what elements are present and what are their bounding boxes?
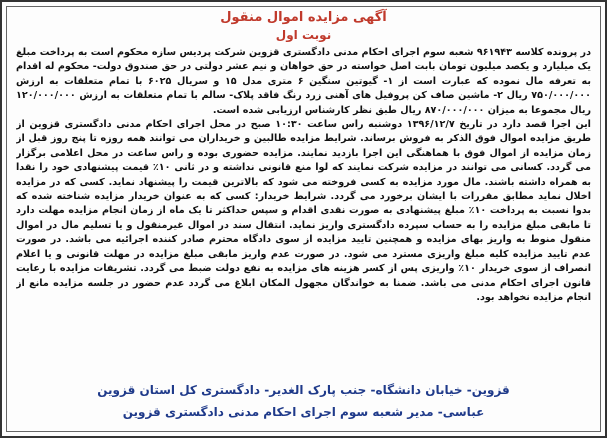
notice-body bbox=[16, 46, 591, 372]
notice-title: آگهی مزایده اموال منقول bbox=[220, 10, 387, 25]
footer-address: قزوین- خیابان دانشگاه- جنب پارک الغدیر- دادگستری کل استان قزوین bbox=[97, 383, 510, 397]
paragraph-auction-terms: این اجرا قصد دارد در تاریخ ۱۳۹۶/۱۲/۷ دوشنبه راس ساعت ۱۰:۳۰ صبح در محل اجرای احکام مدنی دادگستری قزوین از طریق مزایده اموال فوق الذکر به فروش برساند. شرایط مزایده طالبین و خریداران می توانند همه روزه تا پنج روز قبل از زمان مزایده از اموال فوق با هماهنگی این اجرا بازدید نمایند. مزایده حضوری بوده و راس ساعت در محل اعلامی برگزار می گردد. کسانی می توانند در مزایده شرکت نمایند که لوا منع قانونی نداشته و در ثانی ۱۰٪ قیمت پیشنهادی خود را نقدا به همراه داشته باشند. مال مورد مزایده به کسی فروخته می شود که بالاترین قیمت را پیشنهاد نماید. کسی که در مزایده اخلال نماید مطابق مقررات با ایشان برخورد می گردد. شرایط خریدار: کسی که به عنوان خریدار مزایده شناخته شده که بدوا نسبت به پرداخت ۱۰٪ مبلغ پیشنهادی به صورت نقدی اقدام و سپس حداکثر تا یک ماه از زمان انجام مزایده مهلت دارد تا مابقی مبلغ مزایده را به حساب سپرده دادگستری واریز نماید. انتقال سند در اموال غیرمنقول و یا تسلیم مال در اموال منقول منوط به واریز بهای مزایده و همچنین تایید مزایده از سوی دادگاه محترم صادر کننده اجرائیه می باشد. در صورت عدم تایید مزایده کلیه مبلغ واریزی مسترد می شود. در صورت عدم واریز مابقی مبلغ مزایده در مهلت قانونی و یا اعلام انصراف از سوی خریدار ۱۰٪ واریزی پس از کسر هزینه های مزایده به نفع دولت ضبط می گردد. تشریفات مزایده با رعایت قانون اجرای احکام مدنی می باشد. ضمنا به خواندگان مجهول المکان ابلاغ می گردد عدم حضور در جلسه مزایده مانع از انجام مزایده نخواهد بود. bbox=[16, 119, 591, 303]
notice-subtitle: نوبت اول bbox=[275, 28, 332, 42]
paragraph-case-details: در پرونده کلاسه ۹۶۱۹۴۳ شعبه سوم اجرای احکام مدنی دادگستری قزوین شرکت پردیس سازه محکوم است به پرداخت مبلغ یک میلیارد و یکصد میلیون تومان بابت اصل خواسته در حق خواهان و نیم عشر دولتی در حق صندوق دولت- محکوم له اقدام به تعرفه مال نموده که عبارت است از ۱- گیوتین سنگین ۶ متری مدل ۱۵ و سریال ۶۰۲۵ با تمام متعلقات به ارزش ۷۵۰/۰۰۰/۰۰۰ ریال ۲- ماشین صاف کن پروفیل های آهنی زرد رنگ فاقد پلاک- سالم با تمام متعلقات به ارزش ۱۲۰/۰۰۰/۰۰۰ ریال مجموعا به میزان ۸۷۰/۰۰۰/۰۰۰ ریال طبق نظر کارشناس ارزیابی شده است. bbox=[16, 47, 591, 116]
footer-signatory: عباسی- مدیر شعبه سوم اجرای احکام مدنی دادگستری قزوین bbox=[122, 405, 485, 419]
